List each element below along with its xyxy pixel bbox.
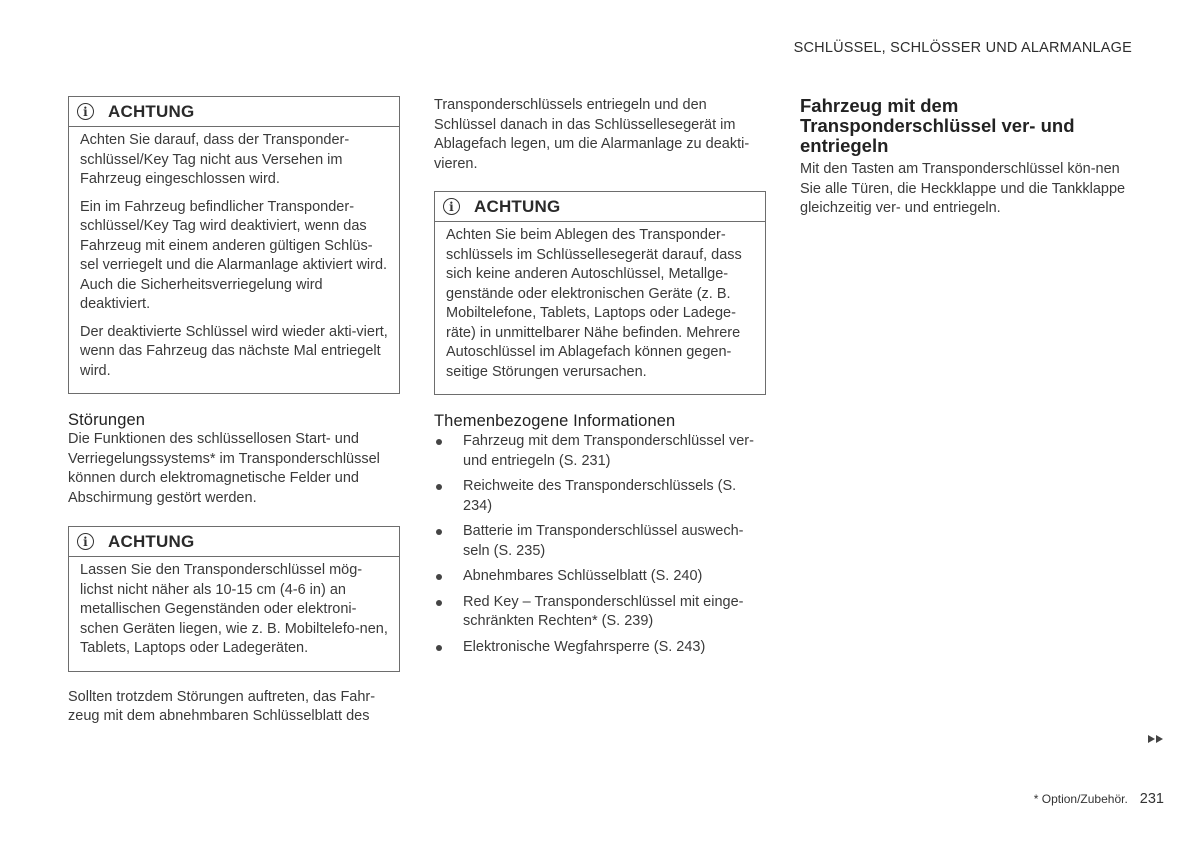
warning-body: [435, 222, 765, 394]
related-link-item[interactable]: Batterie im Transponderschlüssel auswech-seln (S. 235): [434, 522, 766, 561]
related-link-item[interactable]: Abnehmbares Schlüsselblatt (S. 240): [434, 567, 766, 587]
section-heading-stoerungen: Störungen: [68, 411, 146, 429]
section-heading: Fahrzeug mit dem Transponderschlüssel ver- und entriegeln: [800, 95, 1075, 156]
info-circle-icon: i: [77, 533, 94, 550]
warning-box: [68, 526, 400, 672]
page-footer: [1034, 791, 1164, 807]
body-text: Mit den Tasten am Transponderschlüssel kön-nen Sie alle Türen, die Heckklappe und die Tankklappe gleichzeitig ver- und entriegeln.: [800, 161, 1126, 216]
warning-paragraph: Der deaktivierte Schlüssel wird wieder akti-viert, wenn das Fahrzeug das nächste Mal entriegelt wird.: [80, 323, 388, 379]
warning-box: [434, 191, 766, 395]
warning-title: ACHTUNG: [474, 196, 561, 216]
related-links-list: [434, 432, 766, 657]
related-link-item[interactable]: Fahrzeug mit dem Transponderschlüssel ver-und entriegeln (S. 231): [434, 432, 766, 471]
body-text: Transponderschlüssels entriegeln und den Schlüssel danach in das Schlüssellesegerät im Ablagefach legen, um die Alarmanlage zu deakti-vieren.: [434, 97, 750, 172]
warning-paragraph: Lassen Sie den Transponderschlüssel mög-lichst nicht näher als 10-15 cm (4-6 in) an metallischen Gegenständen oder elektroni-schen Geräten liegen, wie z. B. Mobiltelefo-nen, Tablets, Laptops oder Ladegeräten.: [80, 562, 388, 656]
warning-header: [69, 527, 399, 557]
info-circle-icon: i: [443, 198, 460, 215]
related-link-item[interactable]: Elektronische Wegfahrsperre (S. 243): [434, 638, 766, 658]
warning-body: [69, 557, 399, 671]
column-2: [434, 96, 766, 663]
info-circle-icon: i: [77, 103, 94, 120]
body-text: Sollten trotzdem Störungen auftreten, das Fahr-zeug mit dem abnehmbaren Schlüsselblatt des: [68, 688, 376, 724]
column-3: [800, 96, 1130, 219]
warning-title: ACHTUNG: [108, 531, 195, 551]
column-1: [68, 96, 400, 727]
warning-paragraph: Ein im Fahrzeug befindlicher Transponder-schlüssel/Key Tag wird deaktiviert, wenn das Fahrzeug mit einem anderen gültigen Schlüs-sel verriegelt und die Alarmanlage aktiviert wird. Auch die Sicherheitsverriegelung wird deaktiviert.: [80, 198, 388, 312]
warning-paragraph: Achten Sie darauf, dass der Transponder-schlüssel/Key Tag nicht aus Versehen im Fahrzeug eingeschlossen wird.: [80, 132, 350, 187]
related-link-item[interactable]: Red Key – Transponderschlüssel mit einge-schränkten Rechten* (S. 239): [434, 593, 766, 632]
warning-paragraph: Achten Sie beim Ablegen des Transponder-schlüssels im Schlüssellesegerät darauf, dass sich keine anderen Autoschlüssel, Metallge-genstände oder elektronischen Geräte (z. B. Mobiltelefone, Tablets, Laptops oder Ladege-räte) in unmittelbarer Nähe befinden. Mehrere Autoschlüssel im Ablagefach können gegen-seitige Störungen verursachen.: [446, 227, 742, 380]
section-heading-related: Themenbezogene Informationen: [434, 412, 676, 430]
body-text: Die Funktionen des schlüssellosen Start- und Verriegelungssystems* im Transponderschlüssel können durch elektromagnetische Felder und Abschirmung gestört werden.: [68, 431, 380, 506]
double-arrow-right-icon[interactable]: [1148, 735, 1164, 743]
warning-title: ACHTUNG: [108, 101, 195, 121]
related-link-item[interactable]: Reichweite des Transponderschlüssels (S. 234): [434, 477, 766, 516]
footnote: * Option/Zubehör.: [1033, 792, 1128, 806]
page-number: 231: [1139, 791, 1164, 807]
warning-box: [68, 96, 400, 394]
warning-header: [69, 97, 399, 127]
warning-body: [69, 127, 399, 393]
warning-header: [435, 192, 765, 222]
page-header-title: SCHLÜSSEL, SCHLÖSSER UND ALARMANLAGE: [793, 40, 1132, 56]
